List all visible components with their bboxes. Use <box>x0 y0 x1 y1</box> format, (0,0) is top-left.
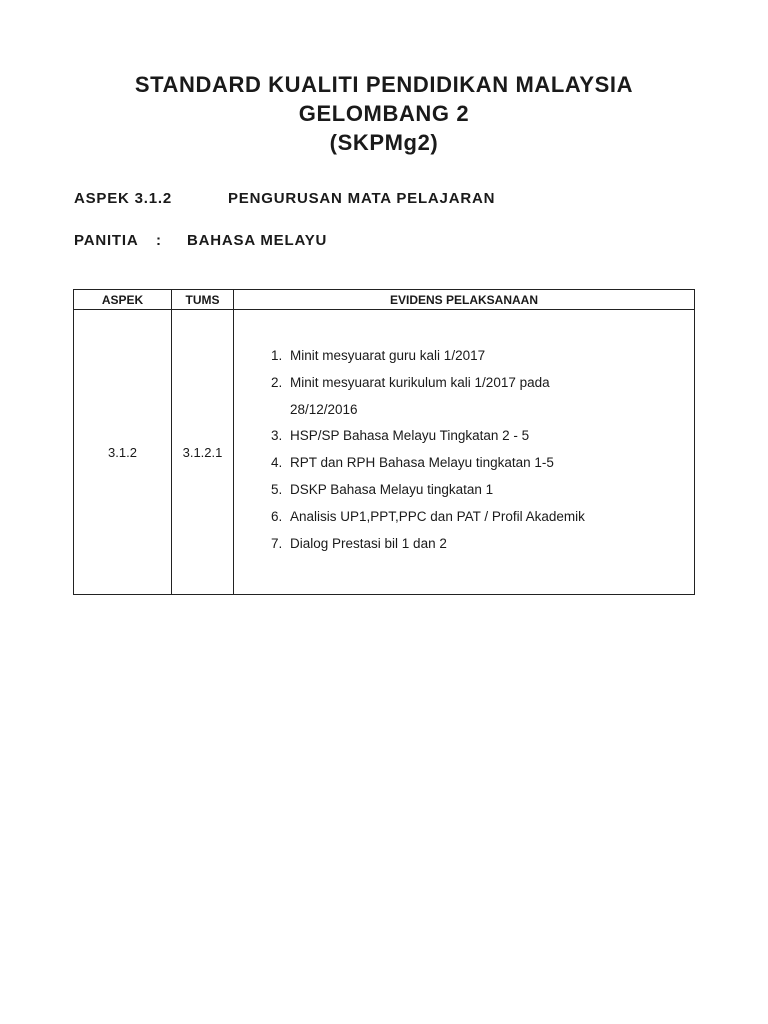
table-header-row <box>74 290 695 310</box>
list-item: 2. Minit mesyuarat kurikulum kali 1/2017 pada 28/12/2016 <box>286 370 580 424</box>
list-item: 7. Dialog Prestasi bil 1 dan 2 <box>286 531 694 558</box>
list-item: 4. RPT dan RPH Bahasa Melayu tingkatan 1-5 <box>286 450 694 477</box>
evidence-list <box>234 343 694 557</box>
panitia-separator: : <box>156 232 162 249</box>
aspek-label: ASPEK 3.1.2 <box>74 190 173 207</box>
header-aspek: ASPEK <box>74 290 172 310</box>
cell-evidens <box>234 310 695 595</box>
cell-aspek: 3.1.2 <box>74 310 172 595</box>
header-evidens: EVIDENS PELAKSANAAN <box>234 290 695 310</box>
panitia-value: BAHASA MELAYU <box>187 232 328 249</box>
list-item: 6. Analisis UP1,PPT,PPC dan PAT / Profil Akademik <box>286 504 694 531</box>
title-line-1: STANDARD KUALITI PENDIDIKAN MALAYSIA <box>134 72 634 97</box>
panitia-label: PANITIA <box>74 232 139 249</box>
list-item: 1. Minit mesyuarat guru kali 1/2017 <box>286 343 694 370</box>
cell-tums: 3.1.2.1 <box>172 310 234 595</box>
table-row <box>74 310 695 595</box>
title-line-3: (SKPMg2) <box>329 130 439 155</box>
list-item: 3. HSP/SP Bahasa Melayu Tingkatan 2 - 5 <box>286 423 694 450</box>
header-tums: TUMS <box>172 290 234 310</box>
title-line-2: GELOMBANG 2 <box>298 101 470 126</box>
list-item: 5. DSKP Bahasa Melayu tingkatan 1 <box>286 477 694 504</box>
evidence-table <box>73 289 695 595</box>
document-title <box>0 70 768 157</box>
aspek-value: PENGURUSAN MATA PELAJARAN <box>228 190 496 207</box>
